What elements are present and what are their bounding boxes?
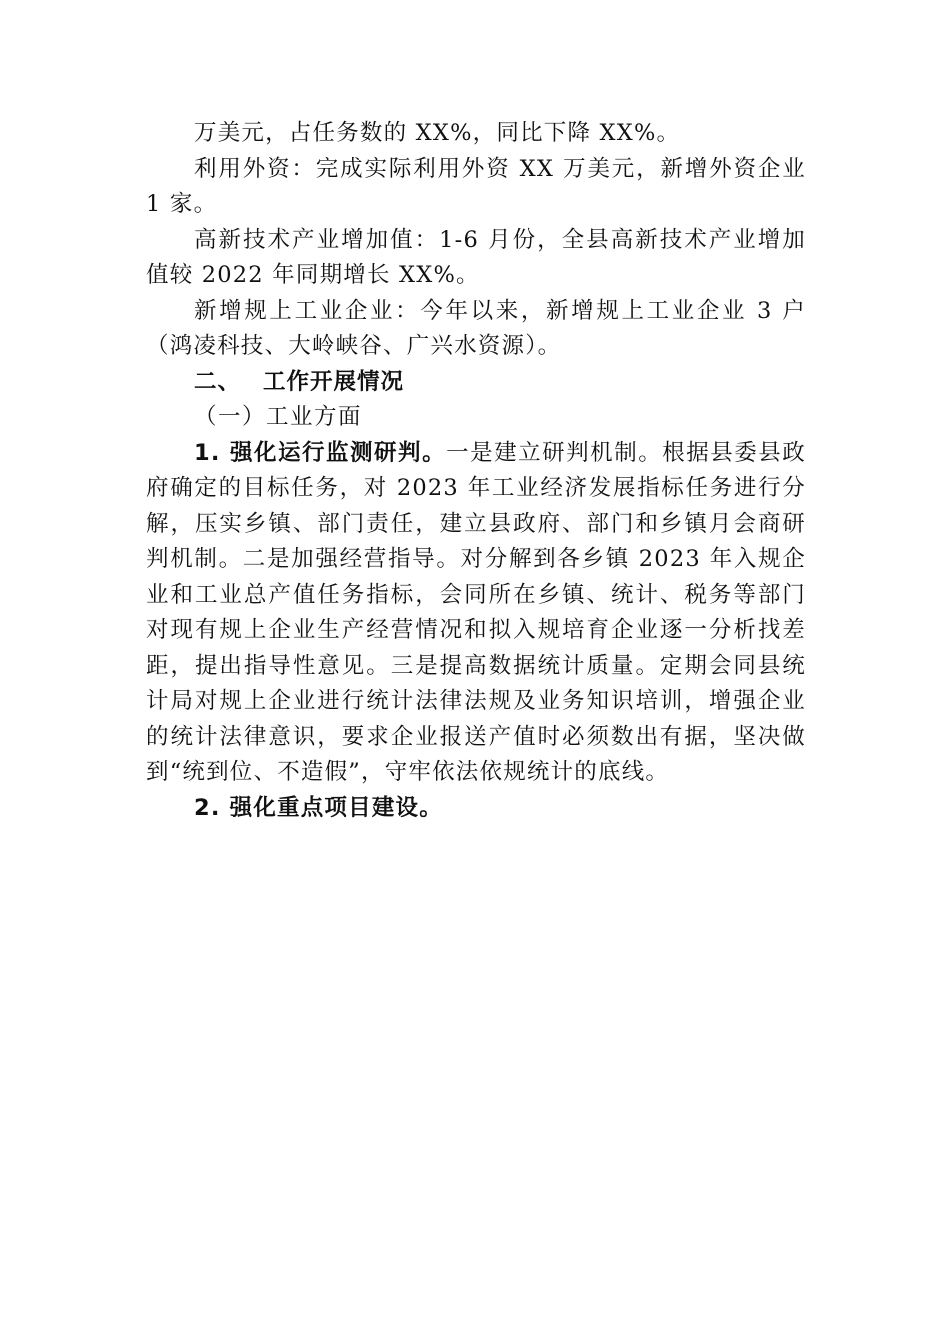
item-monitoring-body: 一是建立研判机制。根据县委县政府确定的目标任务，对 2023 年工业经济发展指标任务进行分解，压实乡镇、部门责任，建立县政府、部门和乡镇月会商研判机制。二是加强经营指导。对分解到各乡镇 2023 年入规企业和工业总产值任务指标，会同所在乡镇、统计、税务等部门对现有规上企业生产经营情况和拟入规培育企业逐一分析找差距，提出指导性意见。三是提高数据统计质量。定期会同县统计局对规上企业进行统计法律法规及业务知识培训，增强企业的统计法律意识，要求企业报送产值时必须数出有据，坚决做到“统到位、不造假”，守牢依法依规统计的底线。 [146, 439, 806, 785]
section-title: 工作开展情况 [263, 368, 405, 395]
section-heading [146, 365, 806, 401]
subsection-heading: （一）工业方面 [194, 404, 363, 430]
paragraph-high-tech-industry: 高新技术产业增加值：1-6 月份，全县高新技术产业增加值较 2022 年同期增长 XX%。 [146, 226, 806, 288]
item-key-projects [146, 791, 806, 827]
paragraph-foreign-investment: 利用外资：完成实际利用外资 XX 万美元，新增外资企业 1 家。 [146, 155, 806, 217]
item-monitoring-analysis [146, 436, 806, 791]
item-monitoring-lead: 1. 强化运行监测研判。 [194, 439, 447, 466]
paragraph-fdi-tail: 万美元，占任务数的 XX%，同比下降 XX%。 [194, 120, 681, 146]
document-body [146, 116, 806, 826]
item-key-projects-lead: 2. 强化重点项目建设。 [194, 794, 443, 821]
section-number: 二、 [194, 368, 242, 395]
paragraph-new-industrial-enterprises: 新增规上工业企业：今年以来，新增规上工业企业 3 户（鸿凌科技、大岭峡谷、广兴水资源）。 [146, 297, 806, 359]
